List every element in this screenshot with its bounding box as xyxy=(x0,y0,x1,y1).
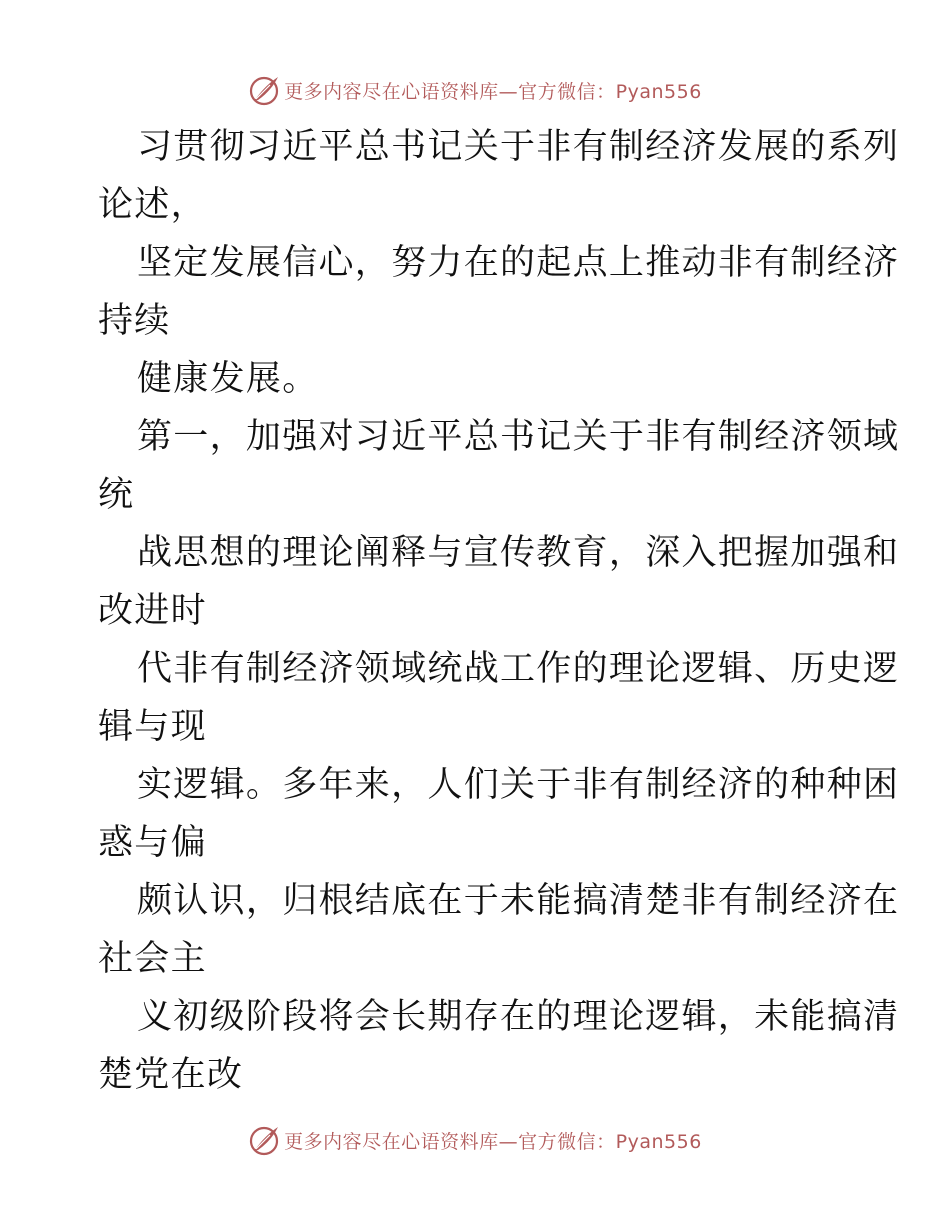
text-line: 改进时 xyxy=(98,591,207,631)
banner-text: 更多内容尽在心语资料库—官方微信：Pyan556 xyxy=(284,1130,702,1153)
text-line: 楚党在改 xyxy=(98,1055,244,1095)
text-line: 辑与现 xyxy=(98,707,207,747)
header-banner xyxy=(0,70,950,110)
paragraph xyxy=(0,350,950,408)
text-line: 义初级阶段将会长期存在的理论逻辑，未能搞清 xyxy=(137,997,900,1037)
text-line: 习贯彻习近平总书记关于非有制经济发展的系列 xyxy=(137,127,900,167)
text-line: 第一，加强对习近平总书记关于非有制经济领域 xyxy=(137,417,900,457)
text-line: 坚定发展信心，努力在的起点上推动非有制经济 xyxy=(137,243,900,283)
text-line: 颇认识，归根结底在于未能搞清楚非有制经济在 xyxy=(137,881,900,921)
document-body xyxy=(0,118,950,1104)
text-line: 社会主 xyxy=(98,939,207,979)
text-line: 战思想的理论阐释与宣传教育，深入把握加强和 xyxy=(137,533,900,573)
paragraph xyxy=(0,988,950,1104)
footer-banner xyxy=(0,1120,950,1160)
text-line: 健康发展。 xyxy=(137,359,319,399)
paragraph xyxy=(0,872,950,988)
feather-pen-icon xyxy=(248,1123,282,1157)
banner-text: 更多内容尽在心语资料库—官方微信：Pyan556 xyxy=(284,80,702,103)
text-line: 代非有制经济领域统战工作的理论逻辑、历史逻 xyxy=(137,649,900,689)
text-line: 论述， xyxy=(98,185,207,225)
text-line: 惑与偏 xyxy=(98,823,207,863)
text-line: 统 xyxy=(98,475,135,515)
paragraph xyxy=(0,118,950,234)
text-line: 持续 xyxy=(98,301,171,341)
paragraph xyxy=(0,756,950,872)
text-line: 实逻辑。多年来，人们关于非有制经济的种种困 xyxy=(137,765,900,805)
paragraph xyxy=(0,234,950,350)
feather-pen-icon xyxy=(248,73,282,107)
paragraph xyxy=(0,640,950,756)
paragraph xyxy=(0,524,950,640)
paragraph xyxy=(0,408,950,524)
